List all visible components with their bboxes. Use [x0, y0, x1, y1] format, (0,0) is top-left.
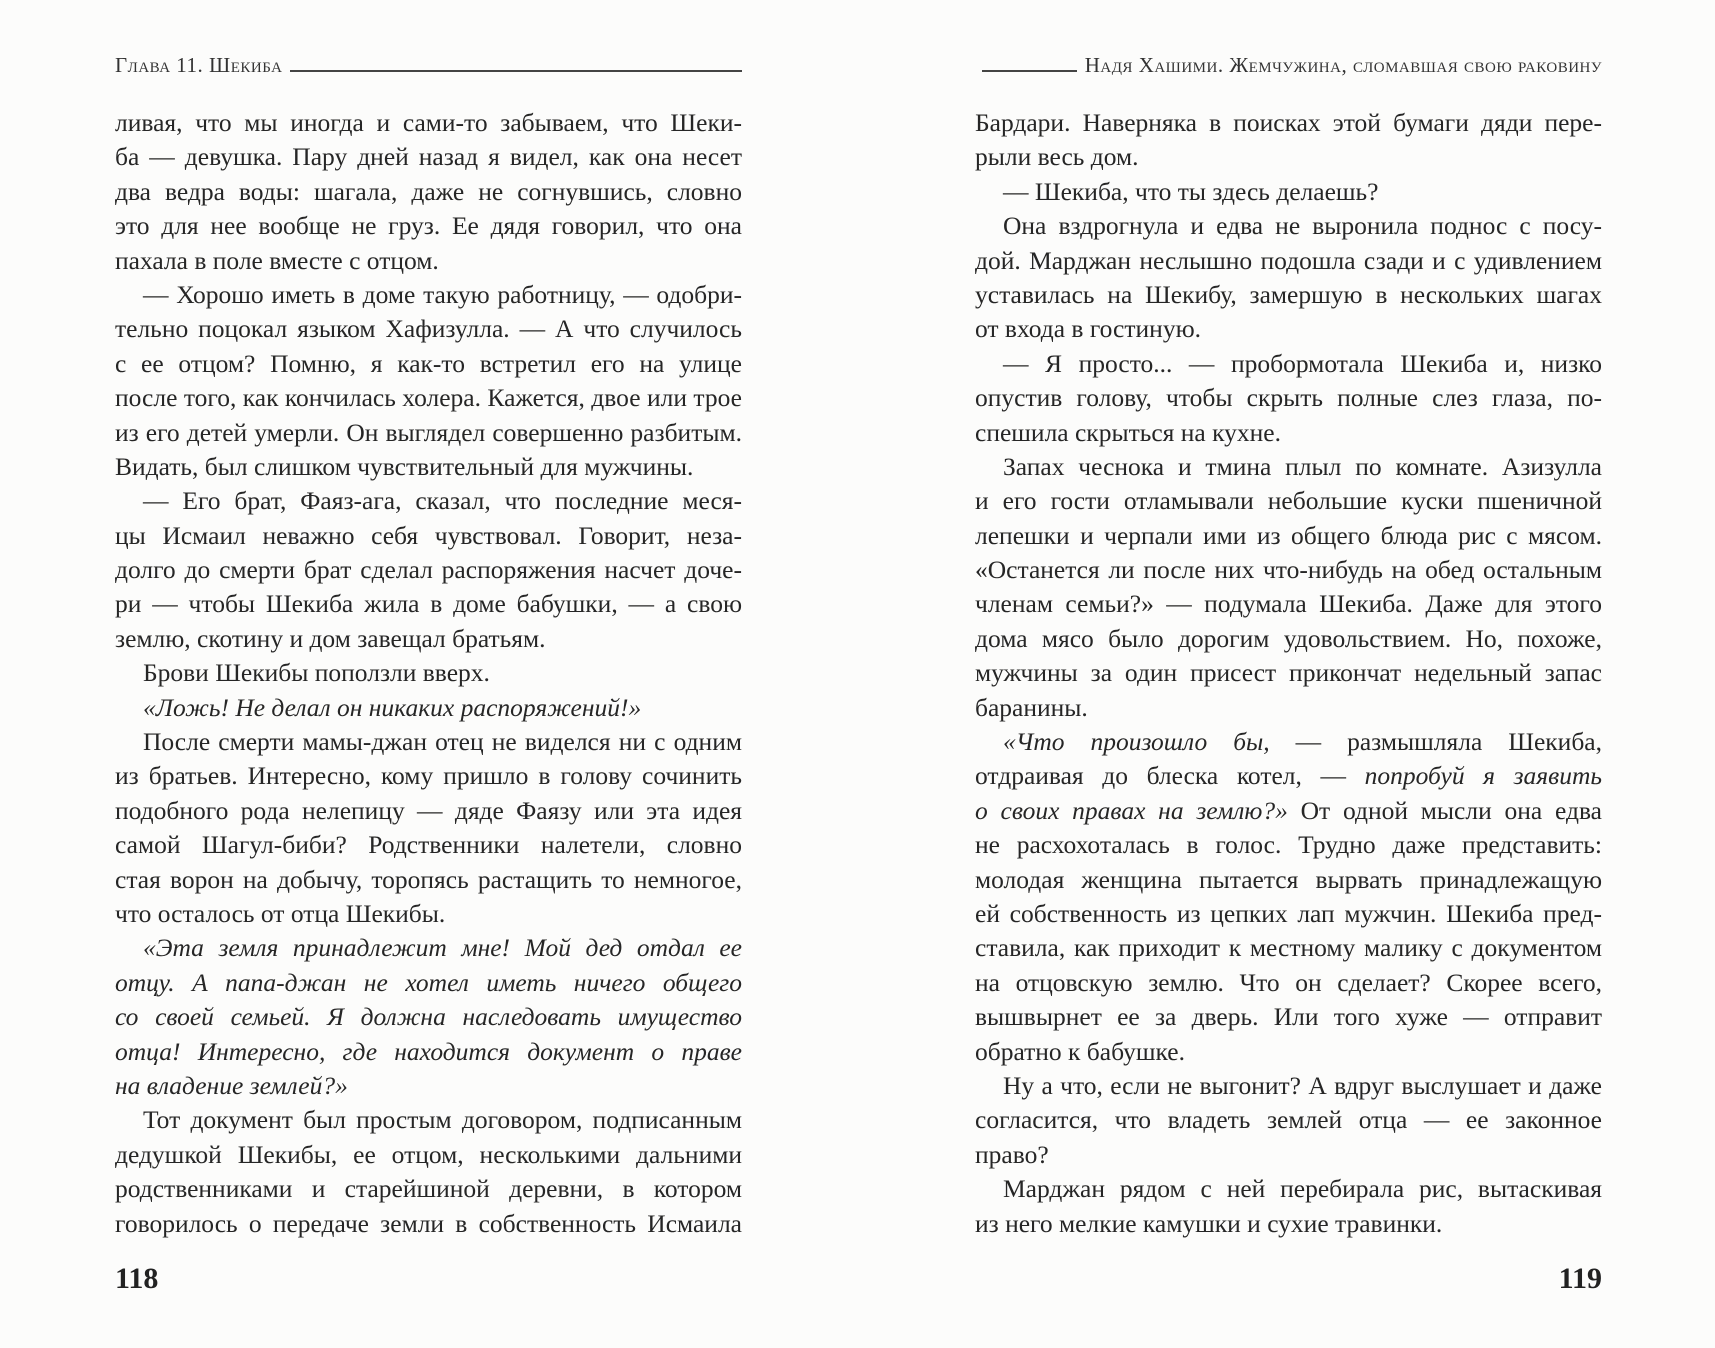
- text-line: [115, 553, 742, 587]
- text-line: [115, 106, 742, 140]
- paragraph: [115, 931, 742, 1103]
- text-line: [115, 278, 742, 312]
- text-line: [115, 725, 742, 759]
- text-line: [975, 931, 1602, 965]
- text-line: [115, 1069, 742, 1103]
- text: Бардари. Наверняка в поисках этой бумаги дяди пере-: [975, 108, 1602, 137]
- header-rule: [290, 70, 742, 72]
- text-line: [115, 656, 742, 690]
- text: родственниками и старейшиной деревни, в котором: [115, 1174, 742, 1204]
- text: ба — девушка. Пару дней назад я видел, как она несет: [115, 142, 742, 172]
- text-line: [975, 1000, 1602, 1034]
- text-line: [115, 1035, 742, 1069]
- text-line: [115, 828, 742, 862]
- paragraph: [975, 1172, 1602, 1241]
- text-line: [115, 1000, 742, 1034]
- text: говорилось о передаче земли в собственность Исмаила: [115, 1208, 742, 1238]
- text: ливая, что мы иногда и сами-то забываем, что Шеки-: [115, 108, 742, 137]
- paragraph: [975, 175, 1602, 209]
- text-line: [115, 863, 742, 897]
- italic-text: «Ложь! Не делал он никаких распоряжений!»: [143, 692, 642, 722]
- text: членам семьи?» — подумала Шекиба. Даже для этого: [975, 589, 1602, 619]
- text-line: [115, 244, 742, 278]
- text-line: [975, 1035, 1602, 1069]
- text-line: [975, 1103, 1602, 1137]
- text-line: [975, 175, 1602, 209]
- text: лепешки и черпали ими из общего блюда рис с мясом.: [975, 520, 1602, 550]
- text-line: [975, 828, 1602, 862]
- text-line: [975, 622, 1602, 656]
- text-line: [115, 381, 742, 415]
- text-line: [975, 140, 1602, 174]
- text: — размышляла Шекиба,: [1269, 727, 1602, 757]
- text-line: [115, 897, 742, 931]
- text-line: [975, 966, 1602, 1000]
- text: пахала в поле вместе с отцом.: [115, 245, 439, 275]
- text: самой Шагул-биби? Родственники налетели, словно: [115, 830, 742, 860]
- text: Запах чеснока и тмина плыл по комнате. Азизулла: [1003, 451, 1602, 481]
- text-line: [975, 1069, 1602, 1103]
- text: опустив голову, чтобы скрыть полные слез глаза, по-: [975, 383, 1602, 413]
- text: обратно к бабушке.: [975, 1036, 1185, 1066]
- paragraph: [115, 106, 742, 278]
- text: От одной мысли она едва: [1287, 795, 1602, 825]
- text: не расхохоталась в голос. Трудно даже представить:: [975, 830, 1602, 860]
- text-line: [975, 1172, 1602, 1206]
- text: ей собственность из цепких лап мужчин. Шекиба пред-: [975, 898, 1602, 928]
- text: тельно поцокал языком Хафизулла. — А что случилось: [115, 314, 742, 344]
- paragraph: [115, 656, 742, 690]
- running-header: [115, 48, 742, 78]
- text-line: [975, 587, 1602, 621]
- header-rule: [982, 70, 1077, 72]
- italic-text: «Что произошло бы,: [1003, 727, 1270, 757]
- text: Видать, был слишком чувствительный для мужчины.: [115, 451, 694, 481]
- text-line: [115, 175, 742, 209]
- text-line: [975, 1138, 1602, 1172]
- italic-text: на владение землей?»: [115, 1070, 348, 1100]
- text-line: [975, 725, 1602, 759]
- text: землю, скотину и дом завещал братьям.: [115, 623, 546, 653]
- text-line: [975, 106, 1602, 140]
- text: — Я просто... — пробормотала Шекиба и, низко: [1003, 348, 1602, 378]
- text-line: [975, 691, 1602, 725]
- text-line: [115, 140, 742, 174]
- text-line: [975, 897, 1602, 931]
- text: после того, как кончилась холера. Кажется, двое или трое: [115, 383, 742, 413]
- text: «Останется ли после них что-нибудь на обед остальным: [975, 555, 1602, 585]
- text-line: [115, 794, 742, 828]
- text: на отцовскую землю. Что он сделает? Скорее всего,: [975, 967, 1602, 997]
- text-line: [975, 278, 1602, 312]
- text: Она вздрогнула и едва не выронила поднос с посу-: [1003, 211, 1602, 241]
- header-title: Надя Хашими. Жемчужина, сломавшая свою раковину: [1084, 53, 1602, 77]
- page-body: [115, 106, 742, 1241]
- text-line: [115, 312, 742, 346]
- text-line: [115, 966, 742, 1000]
- text: и его гости отламывали небольшие куски пшеничной: [975, 486, 1602, 516]
- text: право?: [975, 1139, 1049, 1169]
- text: ставила, как приходит к местному малику с документом: [975, 933, 1602, 963]
- text-line: [115, 416, 742, 450]
- text-line: [975, 794, 1602, 828]
- text-line: [115, 450, 742, 484]
- text-line: [975, 381, 1602, 415]
- italic-text: отца! Интересно, где находится документ о праве: [115, 1036, 742, 1066]
- text-line: [115, 587, 742, 621]
- text: рыли весь дом.: [975, 142, 1139, 172]
- left-page: [115, 0, 742, 1348]
- paragraph: [115, 725, 742, 931]
- text: дедушкой Шекибы, ее отцом, несколькими дальними: [115, 1139, 742, 1169]
- text-line: [975, 519, 1602, 553]
- text-line: [115, 519, 742, 553]
- text-line: [975, 209, 1602, 243]
- text: дой. Марджан неслышно подошла сзади и с удивлением: [975, 245, 1602, 275]
- text-line: [975, 450, 1602, 484]
- paragraph: [975, 1069, 1602, 1172]
- text: Ну а что, если не выгонит? А вдруг выслушает и даже: [1003, 1070, 1602, 1100]
- italic-text: попробуй я заявить: [1364, 761, 1602, 791]
- text: два ведра воды: шагала, даже не согнувшись, словно: [115, 176, 742, 206]
- text: — Хорошо иметь в доме такую работницу, — одобри-: [143, 279, 742, 309]
- text-line: [975, 759, 1602, 793]
- page-number: 119: [1558, 1262, 1602, 1295]
- text: После смерти мамы-джан отец не виделся ни с одним: [143, 727, 742, 757]
- text-line: [115, 759, 742, 793]
- text: из братьев. Интересно, кому пришло в голову сочинить: [115, 761, 742, 791]
- text: стая ворон на добычу, торопясь растащить то немногое,: [115, 864, 742, 894]
- paragraph: [115, 484, 742, 656]
- page-body: [975, 106, 1602, 1241]
- text: — Шекиба, что ты здесь делаешь?: [1003, 176, 1379, 206]
- text: уставилась на Шекибу, замершую в нескольких шагах: [975, 279, 1602, 309]
- text: из него мелкие камушки и сухие травинки.: [975, 1208, 1443, 1238]
- italic-text: со своей семьей. Я должна наследовать имущество: [115, 1002, 742, 1032]
- text-line: [975, 244, 1602, 278]
- text-line: [115, 1103, 742, 1137]
- text: баранины.: [975, 692, 1088, 722]
- text-line: [115, 1172, 742, 1206]
- text-line: [975, 553, 1602, 587]
- text: отдраивая до блеска котел, —: [975, 761, 1365, 791]
- page-number: 118: [115, 1262, 159, 1295]
- text: из его детей умерли. Он выглядел совершенно разбитым.: [115, 417, 742, 447]
- paragraph: [115, 691, 742, 725]
- text-line: [975, 1207, 1602, 1241]
- text: вышвырнет ее за дверь. Или того хуже — отправит: [975, 1002, 1602, 1032]
- right-page: [975, 0, 1602, 1348]
- text: от входа в гостиную.: [975, 314, 1201, 344]
- header-title: Глава 11. Шекиба: [115, 53, 283, 77]
- text: дома мясо было дорогим удовольствием. Но, похоже,: [975, 623, 1602, 653]
- text: молодая женщина пытается вырвать принадлежащую: [975, 864, 1602, 894]
- text-line: [975, 312, 1602, 346]
- text: цы Исмаил неважно себя чувствовал. Говорит, неза-: [115, 520, 742, 550]
- text-line: [975, 484, 1602, 518]
- text: это для нее вообще не груз. Ее дядя говорил, что она: [115, 211, 742, 241]
- text-line: [115, 931, 742, 965]
- italic-text: «Эта земля принадлежит мне! Мой дед отдал ее: [143, 933, 742, 963]
- text-line: [115, 209, 742, 243]
- italic-text: отцу. А папа-джан не хотел иметь ничего общего: [115, 967, 742, 997]
- text: долго до смерти брат сделал распоряжения насчет доче-: [115, 555, 742, 585]
- paragraph: [975, 725, 1602, 1069]
- text: ри — чтобы Шекиба жила в доме бабушки, — а свою: [115, 589, 742, 619]
- text: Марджан рядом с ней перебирала рис, вытаскивая: [1003, 1174, 1602, 1204]
- text: Тот документ был простым договором, подписанным: [143, 1105, 742, 1135]
- text: с ее отцом? Помню, я как-то встретил его на улице: [115, 348, 742, 378]
- text-line: [115, 622, 742, 656]
- text: — Его брат, Фаяз-ага, сказал, что последние меся-: [143, 486, 742, 516]
- text-line: [115, 484, 742, 518]
- text: мужчины за один присест прикончат недельный запас: [975, 658, 1602, 688]
- paragraph: [975, 347, 1602, 450]
- paragraph: [115, 1103, 742, 1241]
- text-line: [975, 656, 1602, 690]
- italic-text: о своих правах на землю?»: [975, 795, 1288, 825]
- text-line: [975, 863, 1602, 897]
- text: подобного рода нелепицу — дяде Фаязу или эта идея: [115, 795, 742, 825]
- text-line: [975, 416, 1602, 450]
- paragraph: [975, 209, 1602, 347]
- text: что осталось от отца Шекибы.: [115, 898, 446, 928]
- text-line: [115, 691, 742, 725]
- paragraph: [975, 450, 1602, 725]
- running-header: [975, 48, 1602, 78]
- text: спешила скрыться на кухне.: [975, 417, 1281, 447]
- text-line: [115, 1207, 742, 1241]
- text: согласится, что владеть землей отца — ее законное: [975, 1105, 1602, 1135]
- paragraph: [975, 106, 1602, 175]
- text-line: [115, 347, 742, 381]
- text: Брови Шекибы поползли вверх.: [143, 658, 490, 688]
- text-line: [975, 347, 1602, 381]
- text-line: [115, 1138, 742, 1172]
- paragraph: [115, 278, 742, 484]
